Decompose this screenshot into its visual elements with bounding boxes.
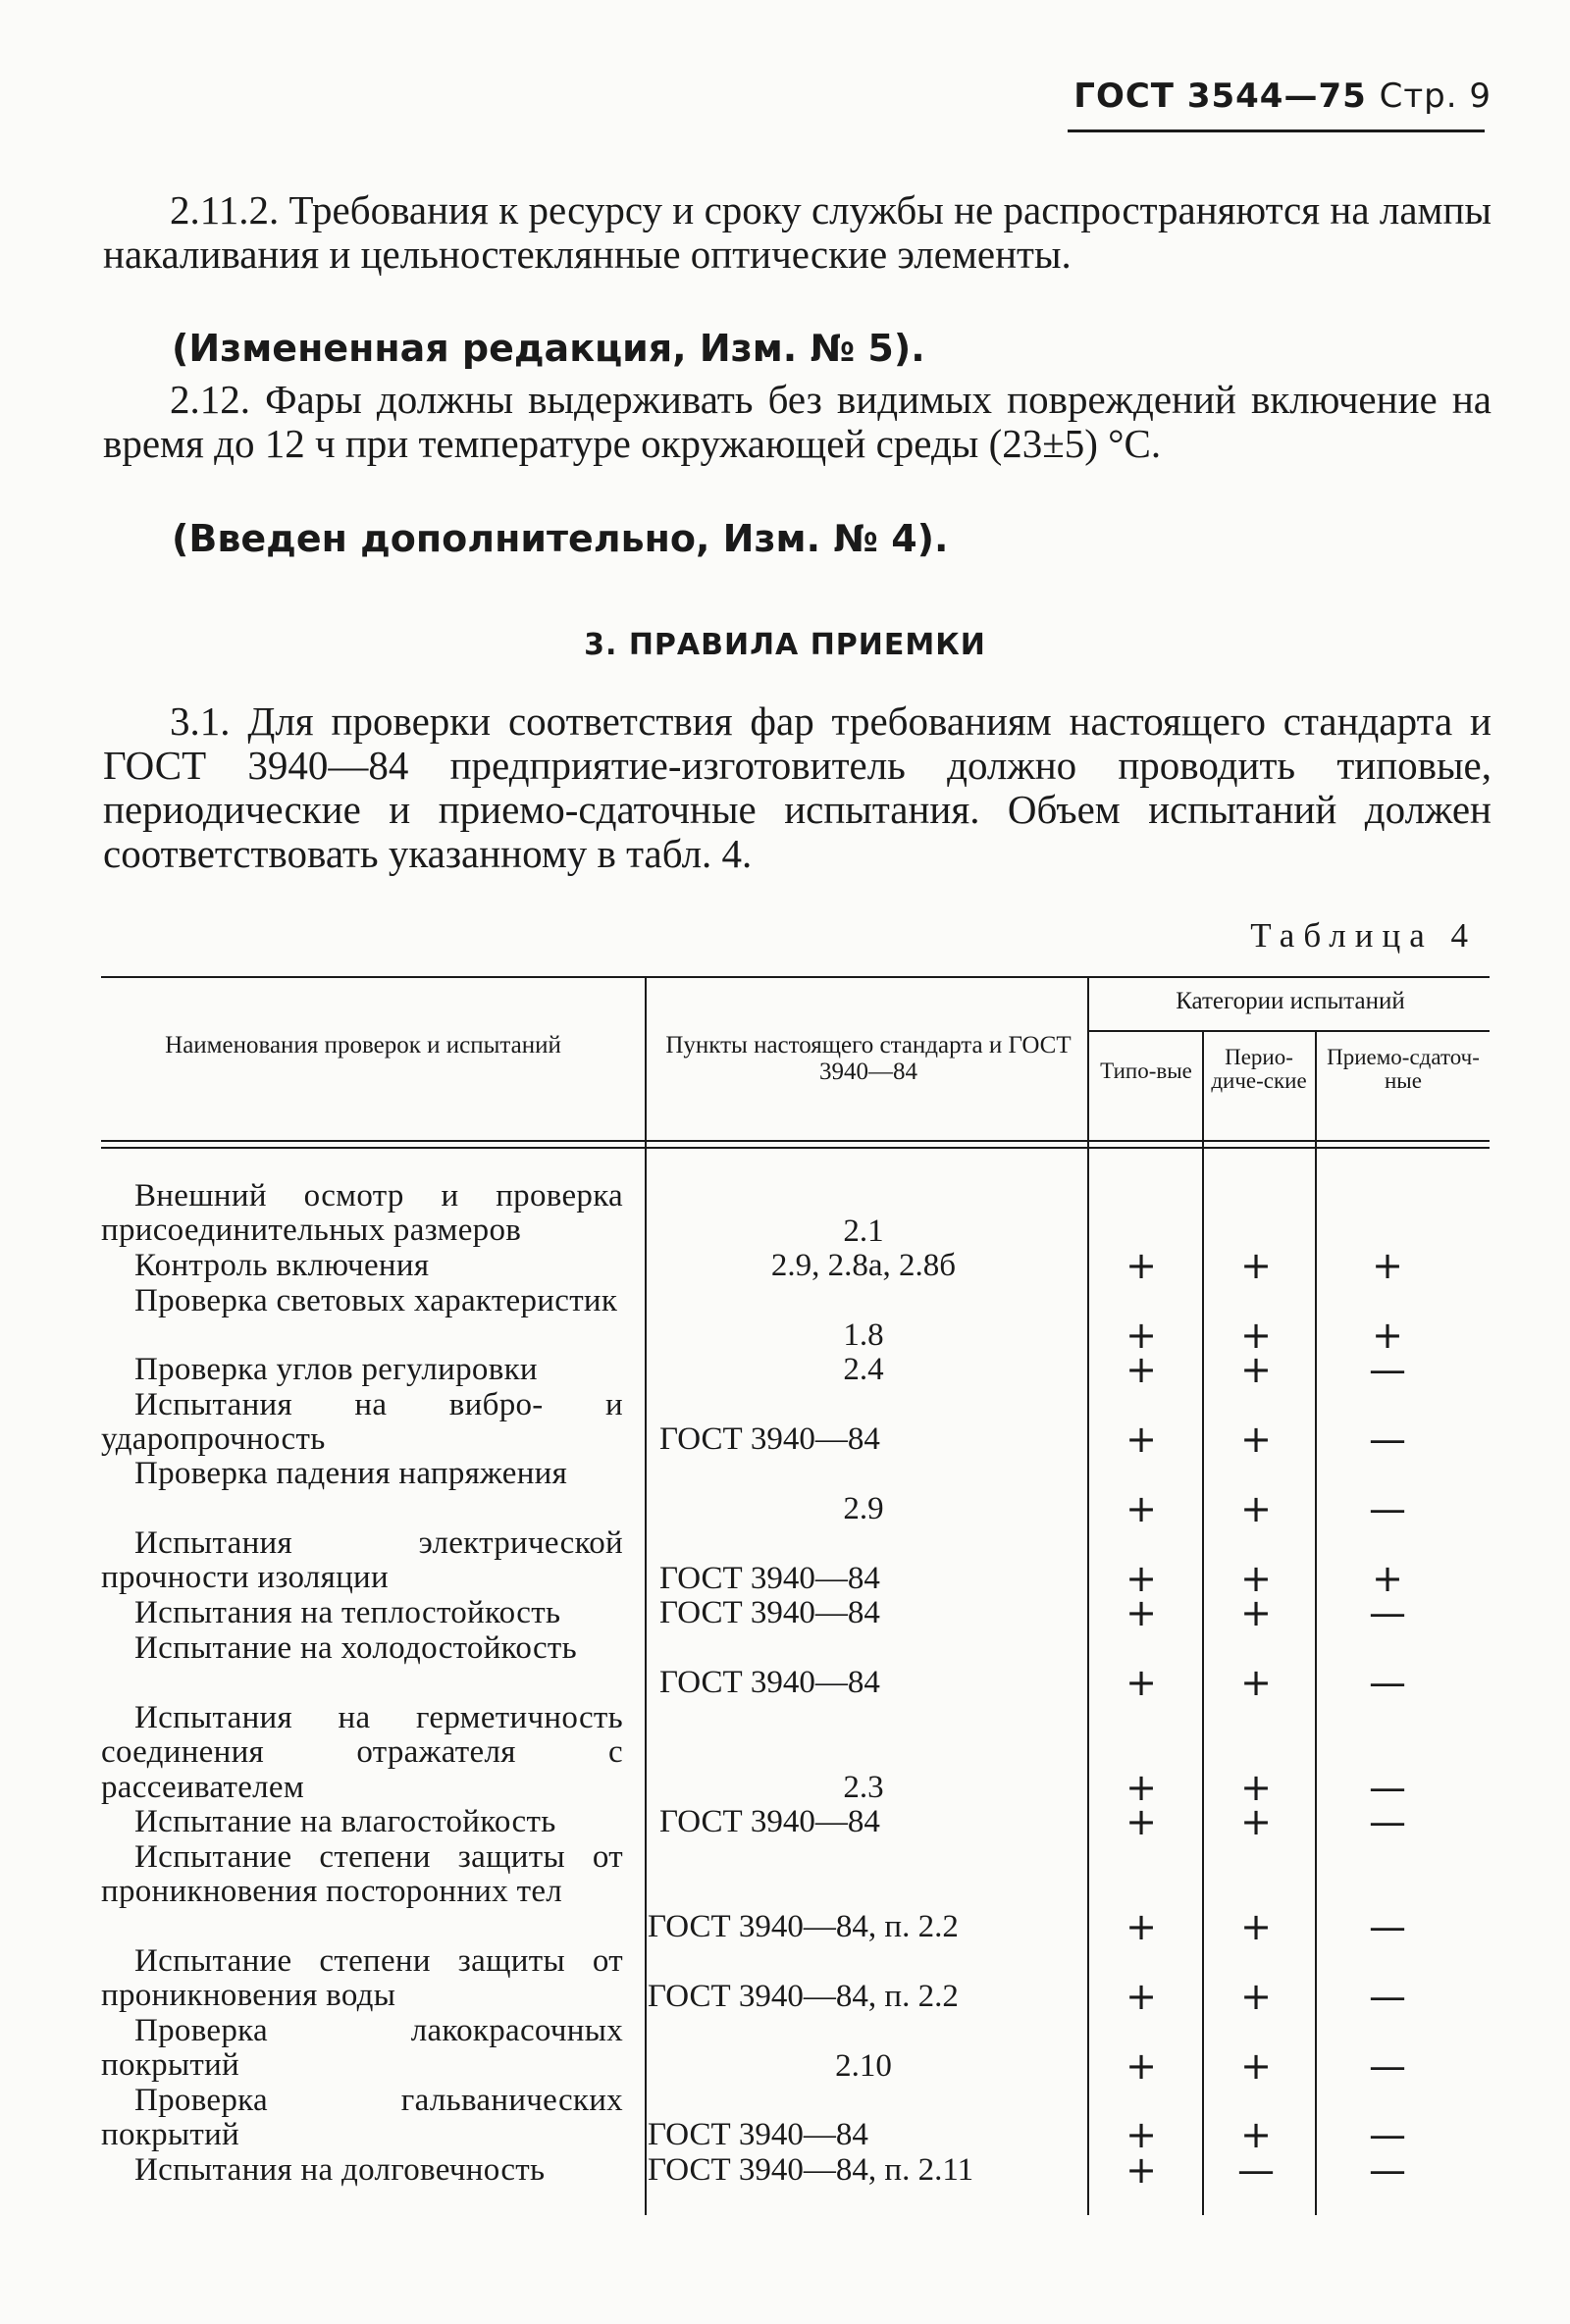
row-ref: 2.4 <box>843 1352 884 1387</box>
mark-typical: + <box>1125 2113 1157 2156</box>
row-name: Испытания на долговечность <box>134 2152 546 2188</box>
mark-periodic: + <box>1240 1418 1272 1461</box>
row-name: Испытания на герметичность соединения отражателя с рассеивателем <box>101 1700 623 1805</box>
doc-number: ГОСТ 3544—75 <box>1073 77 1367 116</box>
row-name: Внешний осмотр и проверка присоединительных размеров <box>101 1178 623 1249</box>
row-ref: ГОСТ 3940—84 <box>659 1665 880 1700</box>
header-rule-2 <box>101 1147 1490 1149</box>
row-name: Испытание на влагостойкость <box>134 1804 556 1839</box>
mark-periodic: + <box>1240 1766 1272 1809</box>
mark-acceptance: — <box>1369 1487 1406 1530</box>
row-name: Испытания на теплостойкость <box>134 1595 561 1630</box>
paragraph-2-11-2: 2.11.2. Требования к ресурсу и сроку службы не распространяются на лампы накаливания и цельностеклянные оптические элементы. <box>103 187 1492 277</box>
header-ref: Пункты настоящего стандарта и ГОСТ 3940—84 <box>665 1032 1072 1085</box>
mark-acceptance: — <box>1369 2113 1406 2156</box>
row-name: Проверка световых характеристик <box>134 1283 618 1318</box>
header-rule <box>1068 129 1485 132</box>
col-divider-1 <box>645 976 647 2215</box>
row-ref: ГОСТ 3940—84, п. 2.2 <box>648 1979 959 2014</box>
header-rule-1 <box>101 1140 1490 1142</box>
row-name: Испытание степени защиты от проникновения воды <box>101 1943 623 2014</box>
mark-acceptance: + <box>1372 1244 1403 1287</box>
mark-typical: + <box>1125 1418 1157 1461</box>
row-ref: 1.8 <box>843 1317 884 1353</box>
row-name: Контроль включения <box>134 1248 430 1283</box>
mark-typical: + <box>1125 1800 1157 1843</box>
row-ref: ГОСТ 3940—84 <box>659 1804 880 1839</box>
row-name: Проверка падения напряжения <box>134 1456 568 1491</box>
mark-typical: + <box>1125 1766 1157 1809</box>
table-caption: Таблица 4 <box>1250 916 1477 955</box>
row-name: Проверка гальванических покрытий <box>101 2083 623 2153</box>
row-name: Испытания на вибро- и ударопрочность <box>101 1387 623 1458</box>
mark-acceptance: + <box>1372 1314 1403 1357</box>
col-divider-3 <box>1202 1030 1204 2215</box>
row-ref: ГОСТ 3940—84, п. 2.11 <box>648 2152 974 2188</box>
page-header <box>1070 77 1492 116</box>
category-rule <box>1089 1030 1490 1032</box>
header-periodic: Перио-диче-ские <box>1211 1045 1307 1093</box>
header-name: Наименования проверок и испытаний <box>165 1032 561 1059</box>
mark-acceptance: — <box>1369 2044 1406 2088</box>
row-ref: 2.1 <box>843 1214 884 1249</box>
paragraph-2-12: 2.12. Фары должны выдерживать без видимых повреждений включение на время до 12 ч при температуре окружающей среды (23±5) °С. <box>103 377 1492 466</box>
row-ref: ГОСТ 3940—84 <box>659 1561 880 1596</box>
mark-periodic: + <box>1240 1661 1272 1704</box>
mark-periodic: + <box>1240 1487 1272 1530</box>
row-name: Испытание на холодостойкость <box>134 1630 577 1666</box>
mark-periodic: + <box>1240 1348 1272 1391</box>
mark-typical: + <box>1125 1314 1157 1357</box>
row-ref: ГОСТ 3940—84 <box>659 1595 880 1630</box>
mark-typical: + <box>1125 1244 1157 1287</box>
row-name: Испытания электрической прочности изоляции <box>101 1525 623 1596</box>
mark-acceptance: — <box>1369 1905 1406 1948</box>
mark-periodic: — <box>1237 2148 1275 2192</box>
amendment-note-1: (Измененная редакция, Изм. № 5). <box>172 327 925 370</box>
mark-periodic: + <box>1240 2044 1272 2088</box>
mark-typical: + <box>1125 2044 1157 2088</box>
amendment-note-2: (Введен дополнительно, Изм. № 4). <box>172 517 949 560</box>
mark-periodic: + <box>1240 1314 1272 1357</box>
mark-acceptance: — <box>1369 1766 1406 1809</box>
table-top-rule <box>101 976 1490 978</box>
row-ref: ГОСТ 3940—84 <box>659 1421 880 1457</box>
mark-periodic: + <box>1240 1975 1272 2018</box>
row-name: Проверка лакокрасочных покрытий <box>101 2013 623 2084</box>
mark-typical: + <box>1125 1557 1157 1600</box>
paragraph-3-1: 3.1. Для проверки соответствия фар требованиям настоящего стандарта и ГОСТ 3940—84 предприятие-изготовитель должно проводить типовые, периодические и приемо-сдаточные испытания. Объем испытаний должен соответствовать указанному в табл. 4. <box>103 698 1492 876</box>
mark-typical: + <box>1125 1487 1157 1530</box>
mark-acceptance: — <box>1369 1975 1406 2018</box>
row-ref: ГОСТ 3940—84 <box>648 2117 868 2152</box>
mark-typical: + <box>1125 1591 1157 1634</box>
mark-acceptance: + <box>1372 1557 1403 1600</box>
row-ref: 2.10 <box>835 2048 892 2084</box>
mark-typical: + <box>1125 2148 1157 2192</box>
mark-acceptance: — <box>1369 1661 1406 1704</box>
mark-acceptance: — <box>1369 1591 1406 1634</box>
mark-acceptance: — <box>1369 1348 1406 1391</box>
mark-acceptance: — <box>1369 1800 1406 1843</box>
row-ref: 2.3 <box>843 1770 884 1805</box>
mark-typical: + <box>1125 1905 1157 1948</box>
mark-periodic: + <box>1240 1591 1272 1634</box>
mark-periodic: + <box>1240 1800 1272 1843</box>
page-number: Стр. 9 <box>1379 77 1492 116</box>
mark-typical: + <box>1125 1661 1157 1704</box>
row-name: Проверка углов регулировки <box>134 1352 538 1387</box>
mark-acceptance: — <box>1369 2148 1406 2192</box>
mark-acceptance: — <box>1369 1418 1406 1461</box>
section-title: 3. ПРАВИЛА ПРИЕМКИ <box>584 628 986 662</box>
row-ref: ГОСТ 3940—84, п. 2.2 <box>648 1909 959 1944</box>
header-typical: Типо-вые <box>1100 1059 1192 1083</box>
mark-periodic: + <box>1240 1557 1272 1600</box>
mark-periodic: + <box>1240 2113 1272 2156</box>
mark-typical: + <box>1125 1348 1157 1391</box>
header-categories: Категории испытаний <box>1176 988 1405 1014</box>
mark-periodic: + <box>1240 1905 1272 1948</box>
mark-periodic: + <box>1240 1244 1272 1287</box>
row-ref: 2.9, 2.8а, 2.8б <box>770 1248 957 1283</box>
row-ref: 2.9 <box>843 1491 884 1526</box>
col-divider-4 <box>1315 1030 1317 2215</box>
mark-typical: + <box>1125 1975 1157 2018</box>
row-name: Испытание степени защиты от проникновения посторонних тел <box>101 1839 623 1910</box>
header-acceptance: Приемо-сдаточ-ные <box>1327 1045 1480 1093</box>
